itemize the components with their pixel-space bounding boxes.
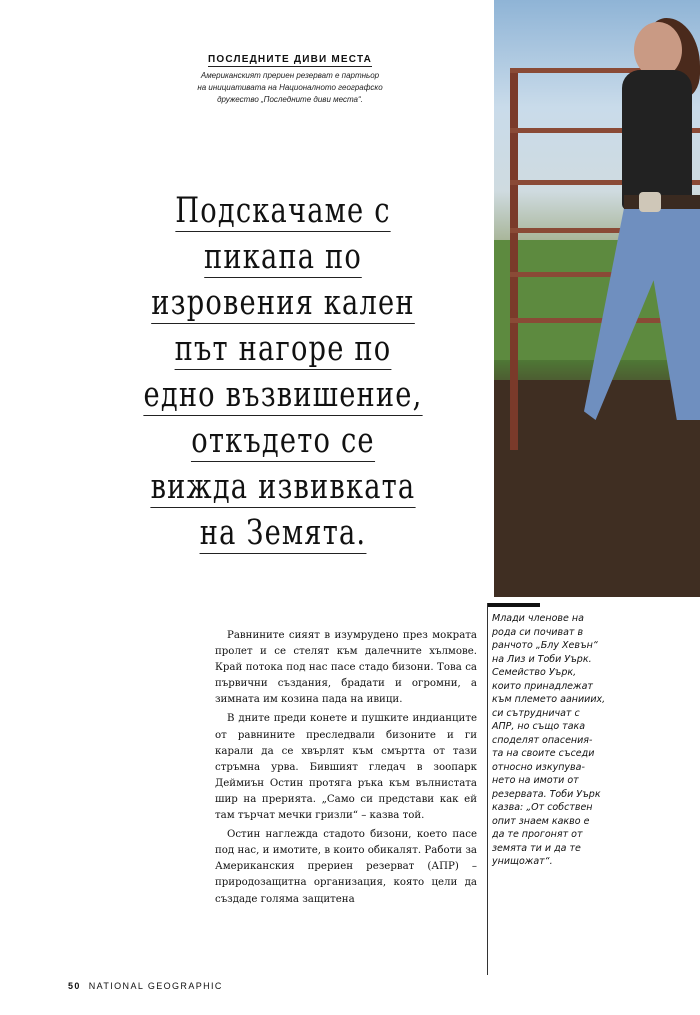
kicker-line: Американският прериен резерват е партньор: [200, 71, 380, 80]
kicker-line: на инициативата на Националното географско: [197, 83, 383, 92]
kicker-line: дружество „Последните диви места“.: [217, 95, 363, 104]
headline: [68, 188, 498, 556]
body-paragraph: Остин наглежда стадото бизони, което пасе под нас, и имотите, в които обикалят. Работи за Американския прериен резерват (АПР) – природозащитна организация, която цели да създаде голяма защитена: [215, 829, 477, 905]
headline-line: изровения кален: [151, 283, 415, 323]
body-paragraph: В дните преди конете и пушките индианците от равнините преследвали бизоните и ги карали да се хвърлят към смъртта от тази стръмна урва. Бившият гледач в зоопарк Деймиън Остин протяга ръка към вълнистата шир на прерията. „Само си представи как ей там търчат мечки гризли“ – казва той.: [215, 713, 477, 822]
headline-line: път нагоре по: [174, 329, 392, 369]
caption-divider: [487, 603, 488, 975]
caption-rule: [487, 603, 540, 607]
headline-line: на Земята.: [199, 513, 367, 553]
page-footer: [68, 981, 223, 991]
headline-line: едно възвишение,: [143, 375, 423, 415]
article-body: [215, 628, 477, 911]
section-kicker: [150, 54, 430, 106]
headline-line: откъдето се: [191, 421, 375, 461]
kicker-title: ПОСЛЕДНИТЕ ДИВИ МЕСТА: [207, 54, 373, 65]
girl-at-ranch-gate-photo: [494, 0, 700, 597]
headline-line: вижда извивката: [150, 467, 416, 507]
kicker-description: [150, 70, 430, 106]
magazine-name: NATIONAL GEOGRAPHIC: [88, 981, 223, 991]
headline-line: Подскачаме с: [175, 191, 391, 231]
body-paragraph: Равнините сияят в изумрудено през мократа пролет и се стелят към далечните хълмове. Край потока под нас пасе стадо бизони. Това са първични създания, брадати и огромни, а зимната им козина пада на ивици.: [215, 630, 477, 706]
headline-line: пикапа по: [203, 237, 363, 277]
page-number: 50: [68, 981, 81, 991]
photo-caption: Млади членове на рода си почиват в ранчото „Блу Хевън“ на Лиз и Тоби Уърк. Семейство Уърк, които принадлежат към племето аанииих, си сътрудничат с АПР, но също така споделят опасения- та на своите съседи относно изкупува- нето на имоти от резервата. Тоби Уърк казва: „От собствен опит знаем какво е да те прогонят от земята ти и да те унищожат“.: [492, 613, 606, 867]
